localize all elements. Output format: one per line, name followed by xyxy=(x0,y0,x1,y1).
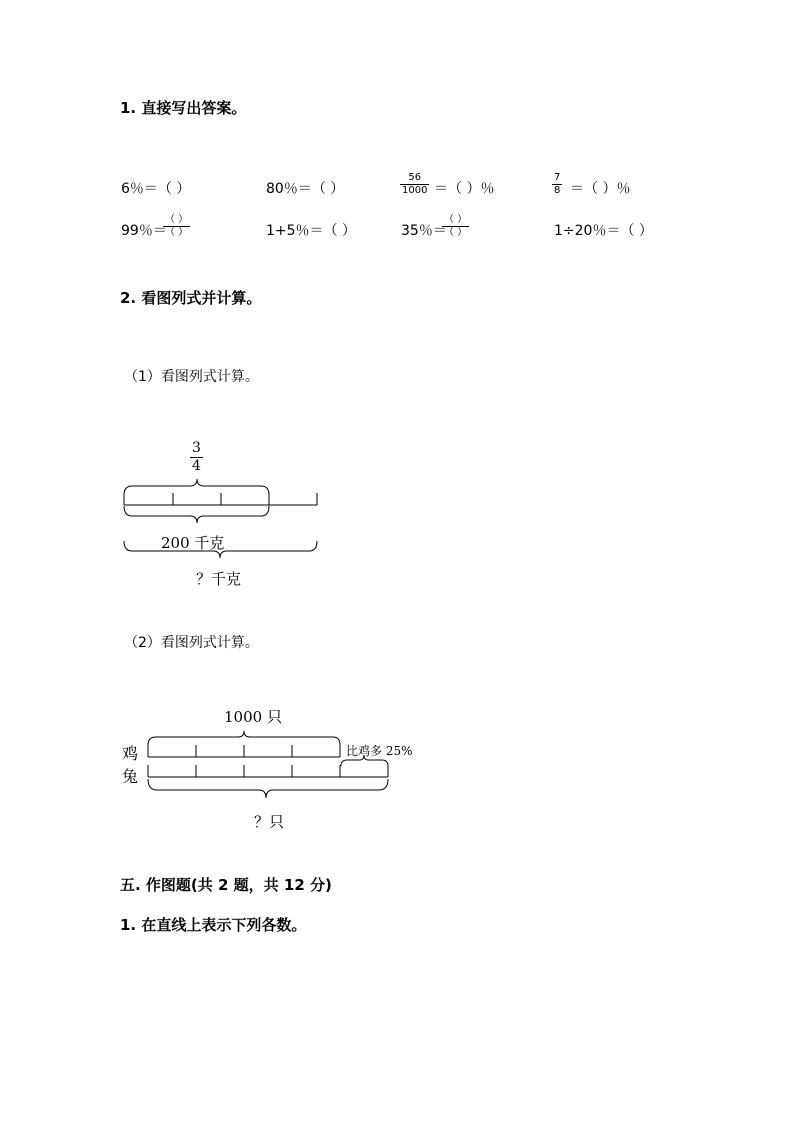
fraction-denominator: 4 xyxy=(192,458,201,474)
part-1-label: （1）看图列式计算。 xyxy=(124,369,259,385)
fraction-denominator: （ ） xyxy=(165,227,189,238)
item-80-percent: 80％＝（ ） xyxy=(266,181,345,197)
part-2-label: （2）看图列式计算。 xyxy=(124,635,259,651)
section-5-title: 五. 作图题(共 2 题，共 12 分) xyxy=(120,876,332,894)
diagram-2-chicken-label: 鸡 xyxy=(122,744,139,763)
diagram-2-unknown-count: ？只 xyxy=(254,813,285,831)
fraction-numerator: （ ） xyxy=(165,214,189,225)
item-6-percent: 6％＝（ ） xyxy=(121,181,191,197)
fraction-numerator: 7 xyxy=(554,172,561,183)
item-7-8-answer: ＝（ ）％ xyxy=(570,181,631,197)
diagram-2-total-chickens: 1000 只 xyxy=(224,708,282,726)
item-35-percent: 35％＝ xyxy=(401,223,447,239)
item-99-percent: 99％＝ xyxy=(121,223,167,239)
item-1-div-20-percent: 1÷20％＝（ ） xyxy=(554,223,653,239)
question-2-title: 2. 看图列式并计算。 xyxy=(120,289,262,307)
item-56-1000-answer: ＝（ ）％ xyxy=(434,181,495,197)
diagram-2-rabbit-label: 兔 xyxy=(122,767,139,786)
fraction-numerator: 3 xyxy=(192,440,201,456)
fraction-numerator: 56 xyxy=(408,172,422,183)
fraction-denominator: （ ） xyxy=(444,227,468,238)
item-1-plus-5-percent: 1+5％＝（ ） xyxy=(266,223,356,239)
diagram-1-unknown-weight: ？千克 xyxy=(196,570,242,588)
diagram-1-known-weight: 200 千克 xyxy=(161,534,225,552)
section-5-question-1: 1. 在直线上表示下列各数。 xyxy=(120,916,307,934)
fraction-numerator: （ ） xyxy=(444,214,468,225)
question-1-title: 1. 直接写出答案。 xyxy=(120,99,247,117)
diagram-2-extra-label: 比鸡多 25% xyxy=(346,744,413,758)
fraction-denominator: 1000 xyxy=(402,185,428,196)
fraction-denominator: 8 xyxy=(554,185,561,196)
